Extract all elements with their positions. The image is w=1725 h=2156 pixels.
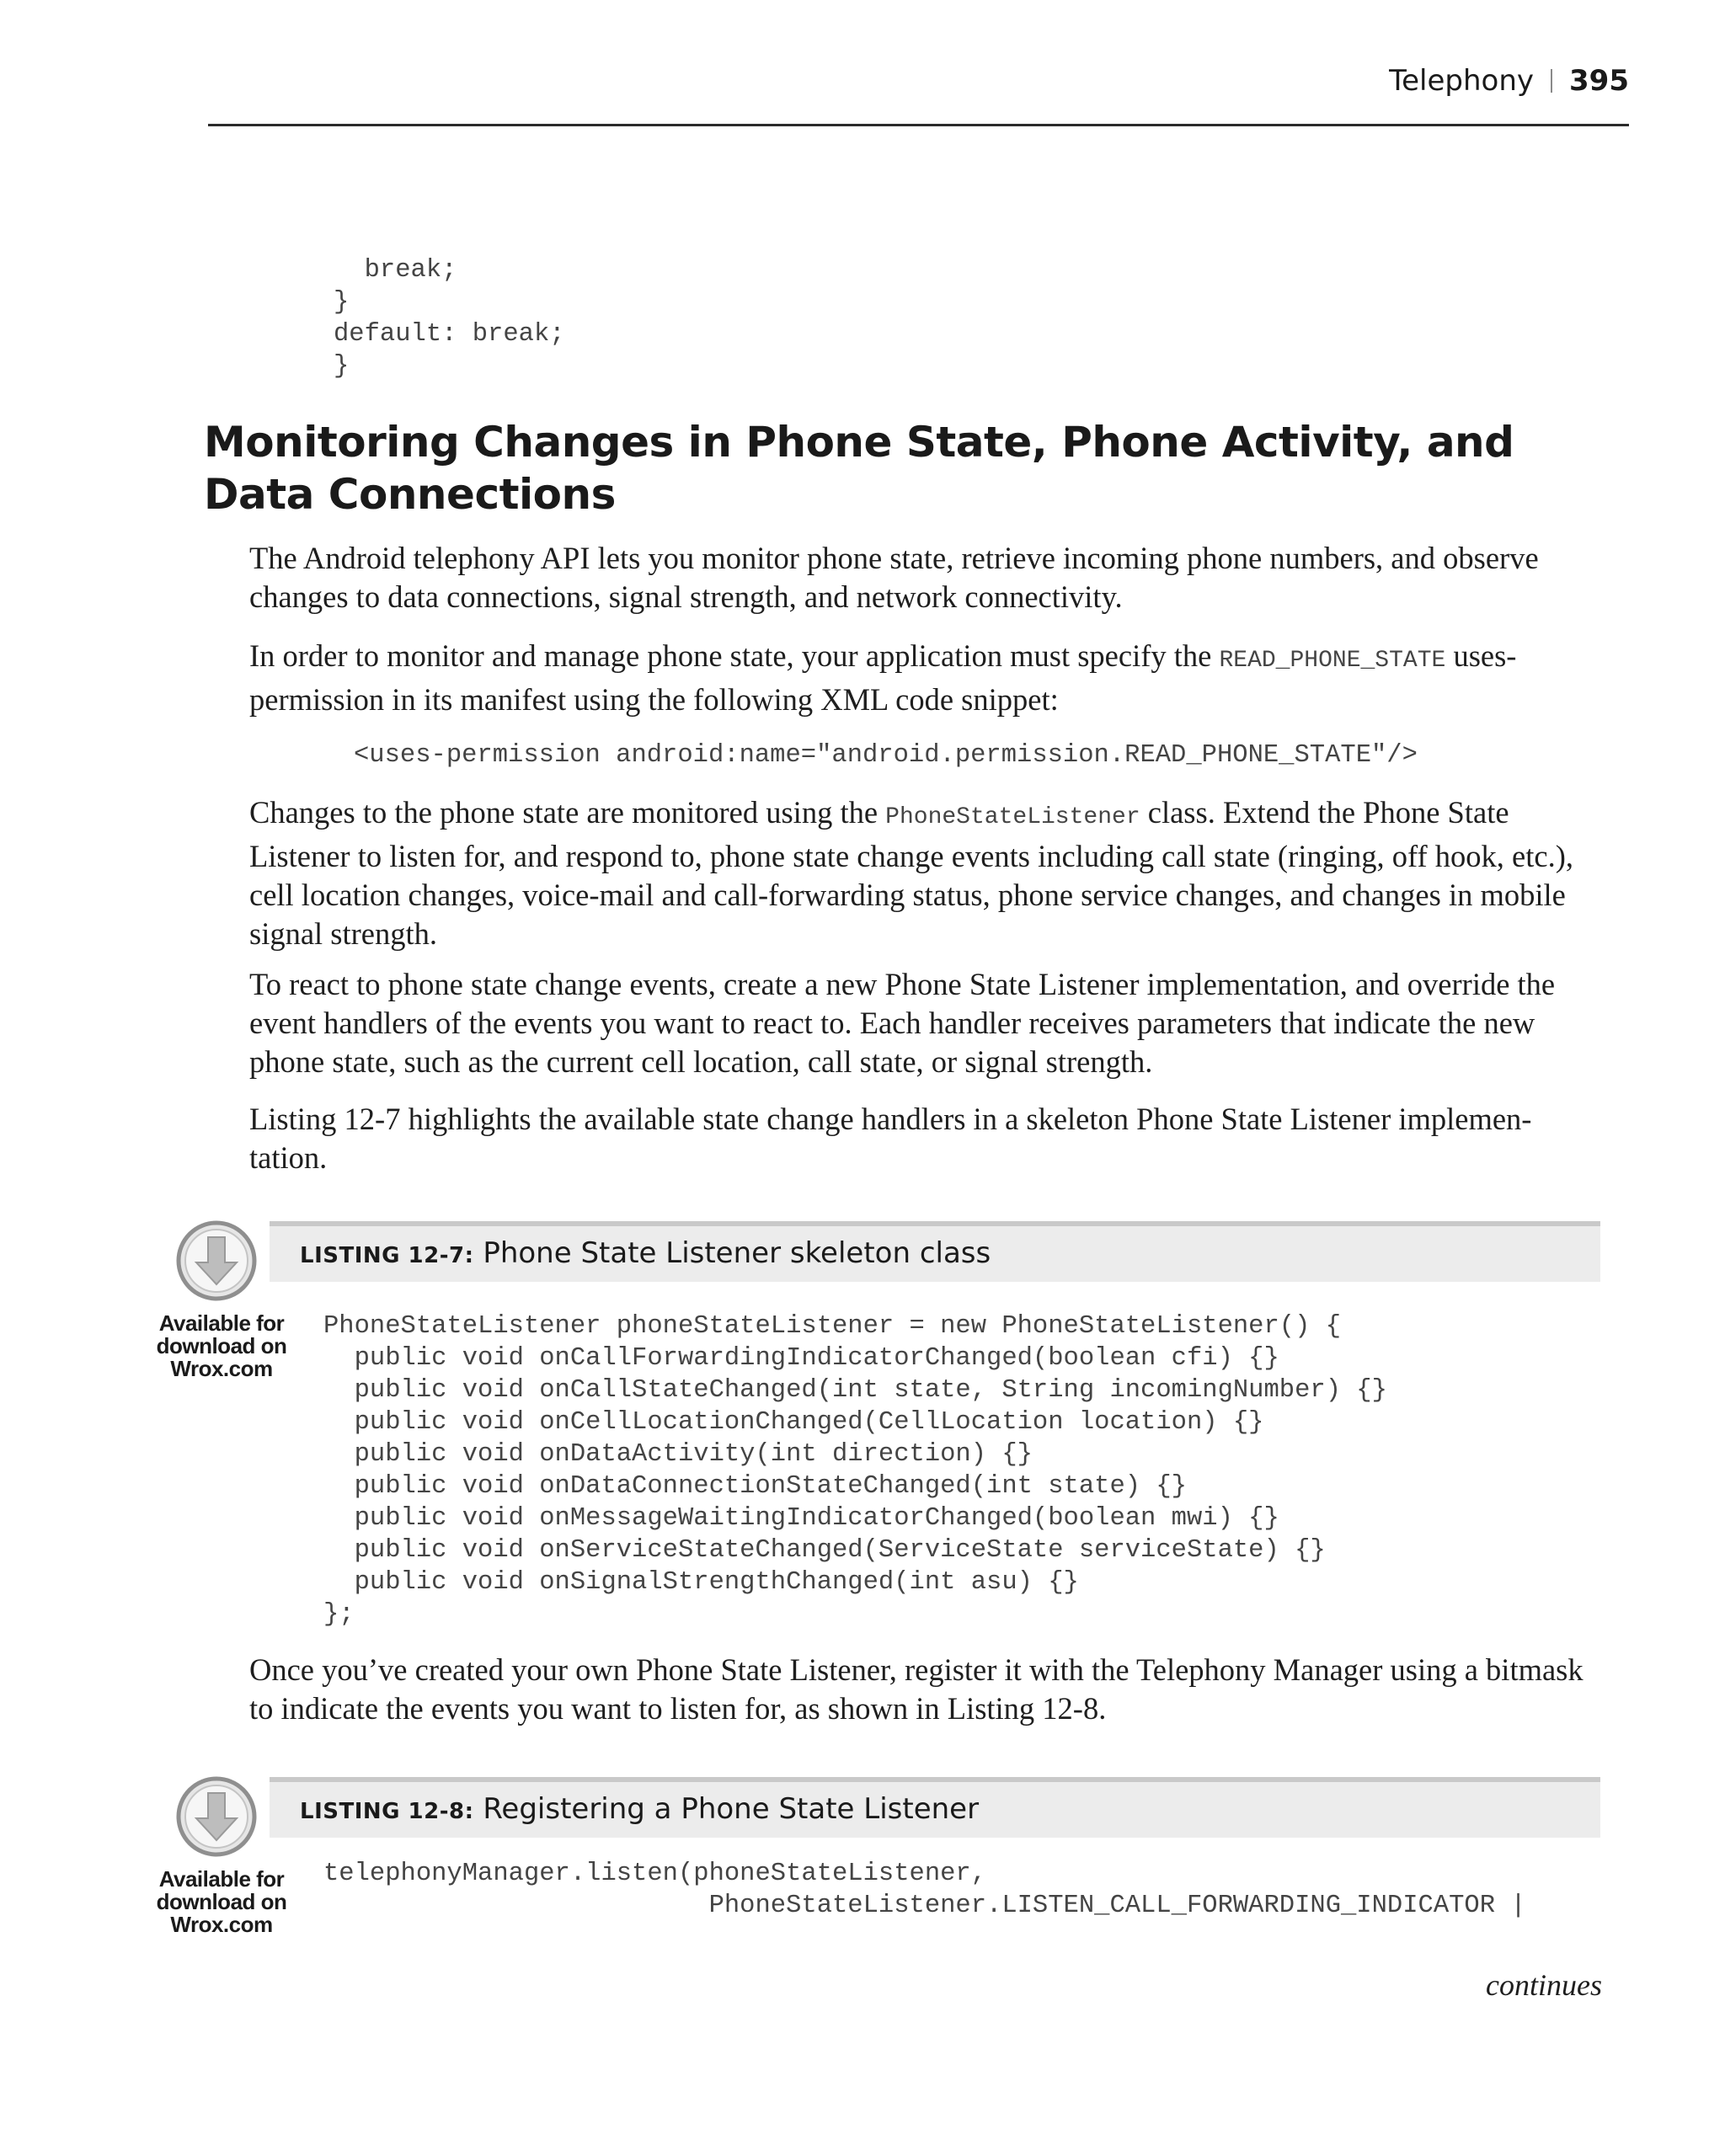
listing-12-7-header	[270, 1221, 1600, 1282]
listing-title: Registering a Phone State Listener	[483, 1792, 980, 1826]
header-separator	[1551, 69, 1552, 93]
inline-code-phonestatelistener: PhoneStateListener	[885, 804, 1140, 830]
download-note: Available for download on Wrox.com	[156, 1866, 287, 1937]
header-rule	[208, 124, 1629, 126]
paragraph-register: Once you’ve created your own Phone State Listener, register it with the Telephony Manager using a bitmask to indicate the events you want to listen for, as shown in Listing 12-8.	[249, 1652, 1583, 1726]
paragraph-intro: The Android telephony API lets you monitor phone state, retrieve incoming phone numbers, and observe changes to data connections, signal strength, and network connectivity.	[249, 541, 1539, 614]
paragraph-permission: In order to monitor and manage phone state, your application must specify the READ_PHONE_STATE uses-permission in its manifest using the following XML code snippet:	[249, 638, 1517, 717]
code-continuation: break; } default: break; }	[334, 256, 565, 381]
download-icon	[176, 1220, 257, 1301]
paragraph-handlers: To react to phone state change events, create a new Phone State Listener implementation, and override the event handlers of the events you want to react to. Each handler receives parameters that indicate the new phone state, such as the current cell location, call state, or signal strength.	[249, 967, 1556, 1079]
listing-label: LISTING 12-7:	[300, 1243, 474, 1268]
listing-12-7-code: PhoneStateListener phoneStateListener = new PhoneStateListener() { public void onCallForwardingIndicatorChanged(boolean cfi) {} public void onCallStateChanged(int state, String incomingNumber) {} public void onCellLocationChanged(CellLocation location) {} public void onDataActivity(int direction) {} public void onDataConnectionStateChanged(int state) {} public void onMessageWaitingIndicatorChanged(boolean mwi) {} public void onServiceStateChanged(ServiceState serviceState) {} public void onSignalStrengthChanged(int asu) {} };	[323, 1312, 1387, 1629]
download-note: Available for download on Wrox.com	[156, 1310, 287, 1381]
page-number: 395	[1569, 64, 1629, 98]
section-title: Telephony	[1389, 64, 1535, 98]
xml-snippet: <uses-permission android:name="android.permission.READ_PHONE_STATE"/>	[354, 741, 1418, 770]
continues-note: continues	[1486, 1968, 1602, 2002]
listing-12-8-header	[270, 1777, 1600, 1838]
download-icon	[176, 1776, 257, 1857]
listing-title: Phone State Listener skeleton class	[483, 1236, 991, 1270]
paragraph-listener: Changes to the phone state are monitored using the PhoneStateListener class. Extend the Phone State Listener to listen for, and respond to, phone state change events including call state (ringing, off hook, etc.), cell location changes, voice-mail and call-forwarding status, phone service changes, and changes in mobile signal strength.	[249, 795, 1573, 951]
section-heading: Monitoring Changes in Phone State, Phone Activity, and Data Connections	[204, 418, 1514, 519]
inline-code-read-phone-state: READ_PHONE_STATE	[1219, 648, 1446, 674]
paragraph-listing-ref: Listing 12-7 highlights the available state change handlers in a skeleton Phone State Listener implemen-tation.	[249, 1102, 1532, 1175]
running-header	[1389, 64, 1629, 98]
listing-label: LISTING 12-8:	[300, 1799, 474, 1824]
listing-12-8-code: telephonyManager.listen(phoneStateListener, PhoneStateListener.LISTEN_CALL_FORWARDING_INDICATOR |	[323, 1860, 1526, 1920]
